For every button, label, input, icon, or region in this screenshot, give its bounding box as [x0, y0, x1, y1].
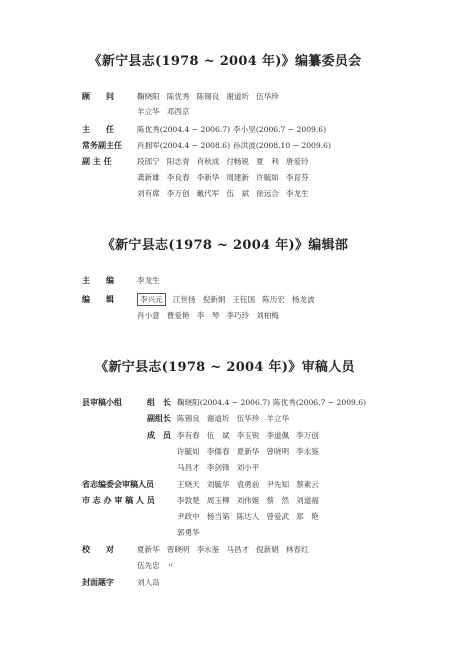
exec-vice-director-row — [137, 140, 338, 151]
vice-director-row-1 — [137, 156, 316, 167]
editors-row-2 — [137, 310, 286, 321]
person: 李龙生 — [285, 189, 309, 198]
person: 肖小意 — [137, 311, 160, 320]
city-reviewers-row-2 — [177, 511, 326, 522]
person: 李育芬 — [285, 173, 309, 182]
person: 尹政中 — [177, 512, 200, 521]
person: 曹爱艳 — [166, 311, 190, 320]
person: 肖拥军(2004.4 ~ 2008.6) — [137, 141, 231, 150]
label-exec-vice-director: 常务副主任 — [82, 141, 122, 150]
person: 马昌才 — [177, 463, 200, 472]
provincial-reviewers-row — [177, 479, 326, 490]
person: 尹先知 — [266, 480, 290, 489]
person: 李玉锐 — [236, 431, 260, 440]
person: 袁勇前 — [236, 480, 260, 489]
title-editorial-committee: 《新宁县志(1978 ~ 2004 年)》编纂委员会 — [88, 54, 362, 69]
person: 夏新华 — [137, 545, 160, 554]
cover-calligraphy-row — [137, 577, 167, 588]
person: 马昌才 — [226, 545, 250, 554]
vice-director-row-3 — [137, 188, 316, 199]
person: 曾爱武 — [266, 512, 290, 521]
person: 周玉柳 — [206, 496, 230, 505]
label-cover-calligraphy: 封面题字 — [82, 578, 114, 587]
person: 江世扬 — [172, 295, 196, 304]
chief-editor-row — [137, 275, 167, 286]
person: 蔡 然 — [266, 496, 290, 505]
label-proofreading: 校 对 — [82, 545, 114, 554]
person: 林春红 — [285, 545, 309, 554]
person: 李儒春 — [206, 447, 230, 456]
person: 刘毓华 — [206, 480, 230, 489]
person: 谢道圻 — [226, 92, 250, 101]
person: 杨当第 — [206, 512, 230, 521]
advisors-row-1 — [137, 91, 286, 102]
person: 李道佩 — [266, 431, 290, 440]
person: 徐远合 — [256, 189, 279, 198]
person: 蔡素云 — [296, 480, 319, 489]
editors-row-1 — [137, 293, 322, 306]
person: 李小坚(2006.7 ~ 2009.6) — [233, 125, 327, 134]
label-provincial-reviewers: 省志编委会审稿人员 — [82, 480, 154, 489]
person: 唐爱玲 — [285, 157, 309, 166]
person: 李万创 — [166, 189, 190, 198]
person: 杨龙波 — [291, 295, 315, 304]
person: 邓西京 — [166, 107, 190, 116]
person: 伍华珍 — [236, 414, 260, 423]
label-group-leader: 组 长 — [147, 398, 171, 407]
person: 李巧玲 — [226, 311, 250, 320]
person: 刘道福 — [296, 496, 319, 505]
person: 夏新华 — [236, 447, 260, 456]
label-city-reviewers: 市 志 办 审 稿 人 员 — [82, 496, 155, 505]
person: 王钰国 — [232, 295, 256, 304]
advisors-row-2 — [137, 106, 197, 117]
ditto-mark: 〃 — [166, 561, 175, 570]
person: 李 琴 — [196, 311, 220, 320]
person: 倪新娟 — [256, 545, 279, 554]
person: 李剑锋 — [206, 463, 230, 472]
proofreaders-row-2 — [137, 560, 181, 571]
label-director: 主 任 — [82, 125, 114, 134]
person: 鞠晓阳(2004.4 ~ 2006.7) — [177, 398, 271, 407]
person: 伍 斌 — [206, 431, 230, 440]
group-leader-row — [177, 397, 373, 408]
person: 陈达人 — [236, 512, 260, 521]
person: 曾晓明 — [166, 545, 190, 554]
person: 倪新娟 — [202, 295, 226, 304]
label-vice-group-leader: 副组长 — [147, 414, 171, 423]
person: 肖秋成 — [196, 157, 220, 166]
person: 陈锡良 — [196, 92, 220, 101]
person: 王晓天 — [177, 480, 200, 489]
person: 伍 斌 — [226, 189, 250, 198]
person: 陈优秀(2004.4 ~ 2006.7) — [137, 125, 231, 134]
person: 李敦楚 — [177, 496, 200, 505]
vice-group-leader-row — [177, 413, 296, 424]
person: 段郎宁 — [137, 157, 160, 166]
person: 陈优秀(2006.7 ~ 2009.6) — [273, 398, 367, 407]
person: 付畅锐 — [226, 157, 250, 166]
label-members: 成 员 — [147, 431, 171, 440]
person: 陈优秀 — [166, 92, 190, 101]
person: 郭勇华 — [177, 528, 200, 537]
person: 伍华珍 — [256, 92, 279, 101]
person: 刘柏梅 — [256, 311, 279, 320]
members-row-2 — [177, 446, 326, 457]
person: 李有春 — [177, 431, 200, 440]
person: 龚新雄 — [137, 173, 160, 182]
person: 郑 艳 — [296, 512, 319, 521]
person: 刘人岛 — [137, 578, 160, 587]
person: 羊立华 — [137, 107, 160, 116]
person: 李龙生 — [137, 276, 160, 285]
person: 李良春 — [166, 173, 190, 182]
person: 刘伟姬 — [236, 496, 260, 505]
label-vice-director: 副 主 任 — [82, 157, 112, 166]
person: 阳志青 — [166, 157, 190, 166]
person: 陈锡良 — [177, 414, 200, 423]
person: 陈历宏 — [262, 295, 285, 304]
person: 刘有席 — [137, 189, 160, 198]
person-boxed: 李兴元 — [137, 293, 166, 306]
person: 李新华 — [196, 173, 220, 182]
person: 李永鉴 — [296, 447, 319, 456]
person: 曾晓明 — [266, 447, 290, 456]
director-row — [137, 124, 333, 135]
person: 谢道圻 — [206, 414, 230, 423]
person: 周建新 — [226, 173, 250, 182]
person: 戴代军 — [196, 189, 220, 198]
proofreaders-row-1 — [137, 544, 316, 555]
person: 刘小平 — [236, 463, 260, 472]
person: 许毓如 — [256, 173, 279, 182]
title-editorial-department: 《新宁县志(1978 ~ 2004 年)》编辑部 — [101, 238, 349, 253]
city-reviewers-row-1 — [177, 495, 326, 506]
label-editor: 编 辑 — [82, 295, 114, 304]
label-county-review-group: 县审稿小组 — [82, 398, 122, 407]
person: 许毓如 — [177, 447, 200, 456]
person: 伍先忠 — [137, 561, 160, 570]
person: 羊立华 — [266, 414, 290, 423]
person: 孙洪波(2008.10 ~ 2009.6) — [233, 141, 331, 150]
person: 李万创 — [296, 431, 319, 440]
label-chief-editor: 主 编 — [82, 276, 114, 285]
person: 鞠晓阳 — [137, 92, 160, 101]
person: 李永鉴 — [196, 545, 220, 554]
members-row-1 — [177, 430, 326, 441]
label-advisor: 顾 问 — [82, 92, 114, 101]
members-row-3 — [177, 462, 266, 473]
title-review-staff: 《新宁县志(1978 ~ 2004 年)》审稿人员 — [95, 360, 355, 375]
vice-director-row-2 — [137, 172, 316, 183]
person: 夏 利 — [256, 157, 279, 166]
city-reviewers-row-3 — [177, 527, 207, 538]
